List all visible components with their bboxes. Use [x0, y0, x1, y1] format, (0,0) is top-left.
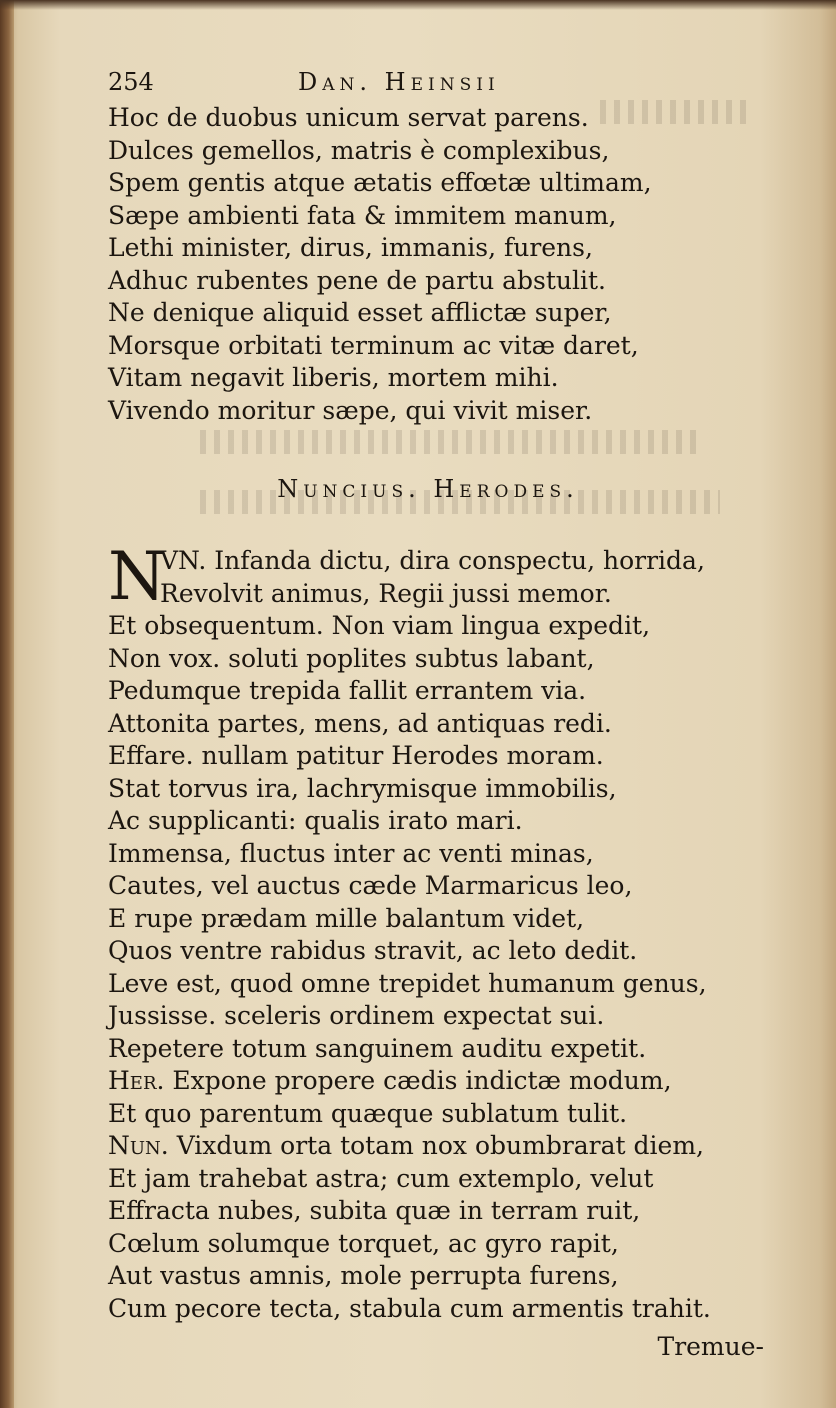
verse-line: Sæpe ambienti fata & immitem manum, [108, 200, 617, 230]
speaker-label: Her. [108, 1066, 165, 1095]
verse-block-1 [108, 102, 768, 427]
verse-block-2 [108, 610, 768, 1065]
verse-line: Effracta nubes, subita quæ in terram ruit, [108, 1196, 641, 1225]
verse-line: Ne denique aliquid esset afflictæ super, [108, 298, 612, 327]
verse-text: Expone propere cædis indictæ modum, [164, 1066, 672, 1095]
verse-line: Et quo parentum quæque sublatum tulit. [108, 1098, 628, 1128]
verse-line: Repetere totum sanguinem auditu expetit. [108, 1033, 647, 1063]
page-top-edge [0, 0, 836, 10]
verse-line: Leve est, quod omne trepidet humanum genus, [108, 968, 707, 998]
verse-line: Vitam negavit liberis, mortem mihi. [108, 363, 559, 392]
verse-line: Effare. nullam patitur Herodes moram. [108, 741, 604, 770]
verse-line: Dulces gemellos, matris è complexibus, [108, 135, 610, 165]
verse-line: E rupe prædam mille balantum videt, [108, 903, 585, 933]
scene-heading: Nuncius. Herodes. [277, 475, 579, 503]
verse-line: Cum pecore tecta, stabula cum armentis trahit. [108, 1293, 711, 1323]
verse-line: Morsque orbitati terminum ac vitæ daret, [108, 330, 639, 360]
verse-line: VN. Infanda dictu, dira conspectu, horrida, [160, 546, 705, 575]
verse-line: Hoc de duobus unicum servat parens. [108, 103, 589, 132]
running-head [108, 62, 768, 102]
page-text [108, 62, 768, 1364]
speech-opening [108, 538, 768, 615]
speaker-line-herodes [108, 1065, 768, 1098]
catchword: Tremue- [657, 1332, 764, 1361]
verse-block-3 [108, 1163, 768, 1326]
verse-line: Attonita partes, mens, ad antiquas redi. [108, 708, 612, 738]
verse-line: Adhuc rubentes pene de partu abstulit. [108, 265, 606, 295]
speaker-label: Nun. [108, 1131, 169, 1160]
verse-line: Aut vastus amnis, mole perrupta furens, [108, 1261, 619, 1290]
verse-line: Spem gentis atque ætatis effœtæ ultimam, [108, 168, 652, 197]
verse-line: Et obsequentum. Non viam lingua expedit, [108, 611, 651, 640]
page-number: 254 [108, 68, 154, 96]
verse-line: Vivendo moritur sæpe, qui vivit miser. [108, 395, 593, 425]
verse-line: Revolvit animus, Regii jussi memor. [160, 578, 612, 608]
verse-line: Cœlum solumque torquet, ac gyro rapit, [108, 1228, 619, 1258]
verse-line: Ac supplicanti: qualis irato mari. [108, 806, 523, 835]
verse-line: Jussisse. sceleris ordinem expectat sui. [108, 1001, 605, 1030]
speaker-line-nuncius [108, 1130, 768, 1163]
drop-cap: N [108, 538, 166, 615]
verse-line: Quos ventre rabidus stravit, ac leto dedit. [108, 936, 638, 965]
verse-line: Et jam trahebat astra; cum extemplo, velut [108, 1163, 654, 1193]
page-binding-shadow [0, 0, 14, 1408]
verse-line: Non vox. soluti poplites subtus labant, [108, 643, 595, 673]
verse-text: Vixdum orta totam nox obumbrarat diem, [168, 1131, 704, 1160]
verse-line: Lethi minister, dirus, immanis, furens, [108, 233, 593, 262]
verse-line: Immensa, fluctus inter ac venti minas, [108, 838, 594, 868]
verse-line: Cautes, vel auctus cæde Marmaricus leo, [108, 871, 633, 900]
verse-line: Stat torvus ira, lachrymisque immobilis, [108, 773, 617, 803]
verse-line: Pedumque trepida fallit errantem via. [108, 676, 587, 705]
running-title: Dan. Heinsii [298, 68, 500, 96]
